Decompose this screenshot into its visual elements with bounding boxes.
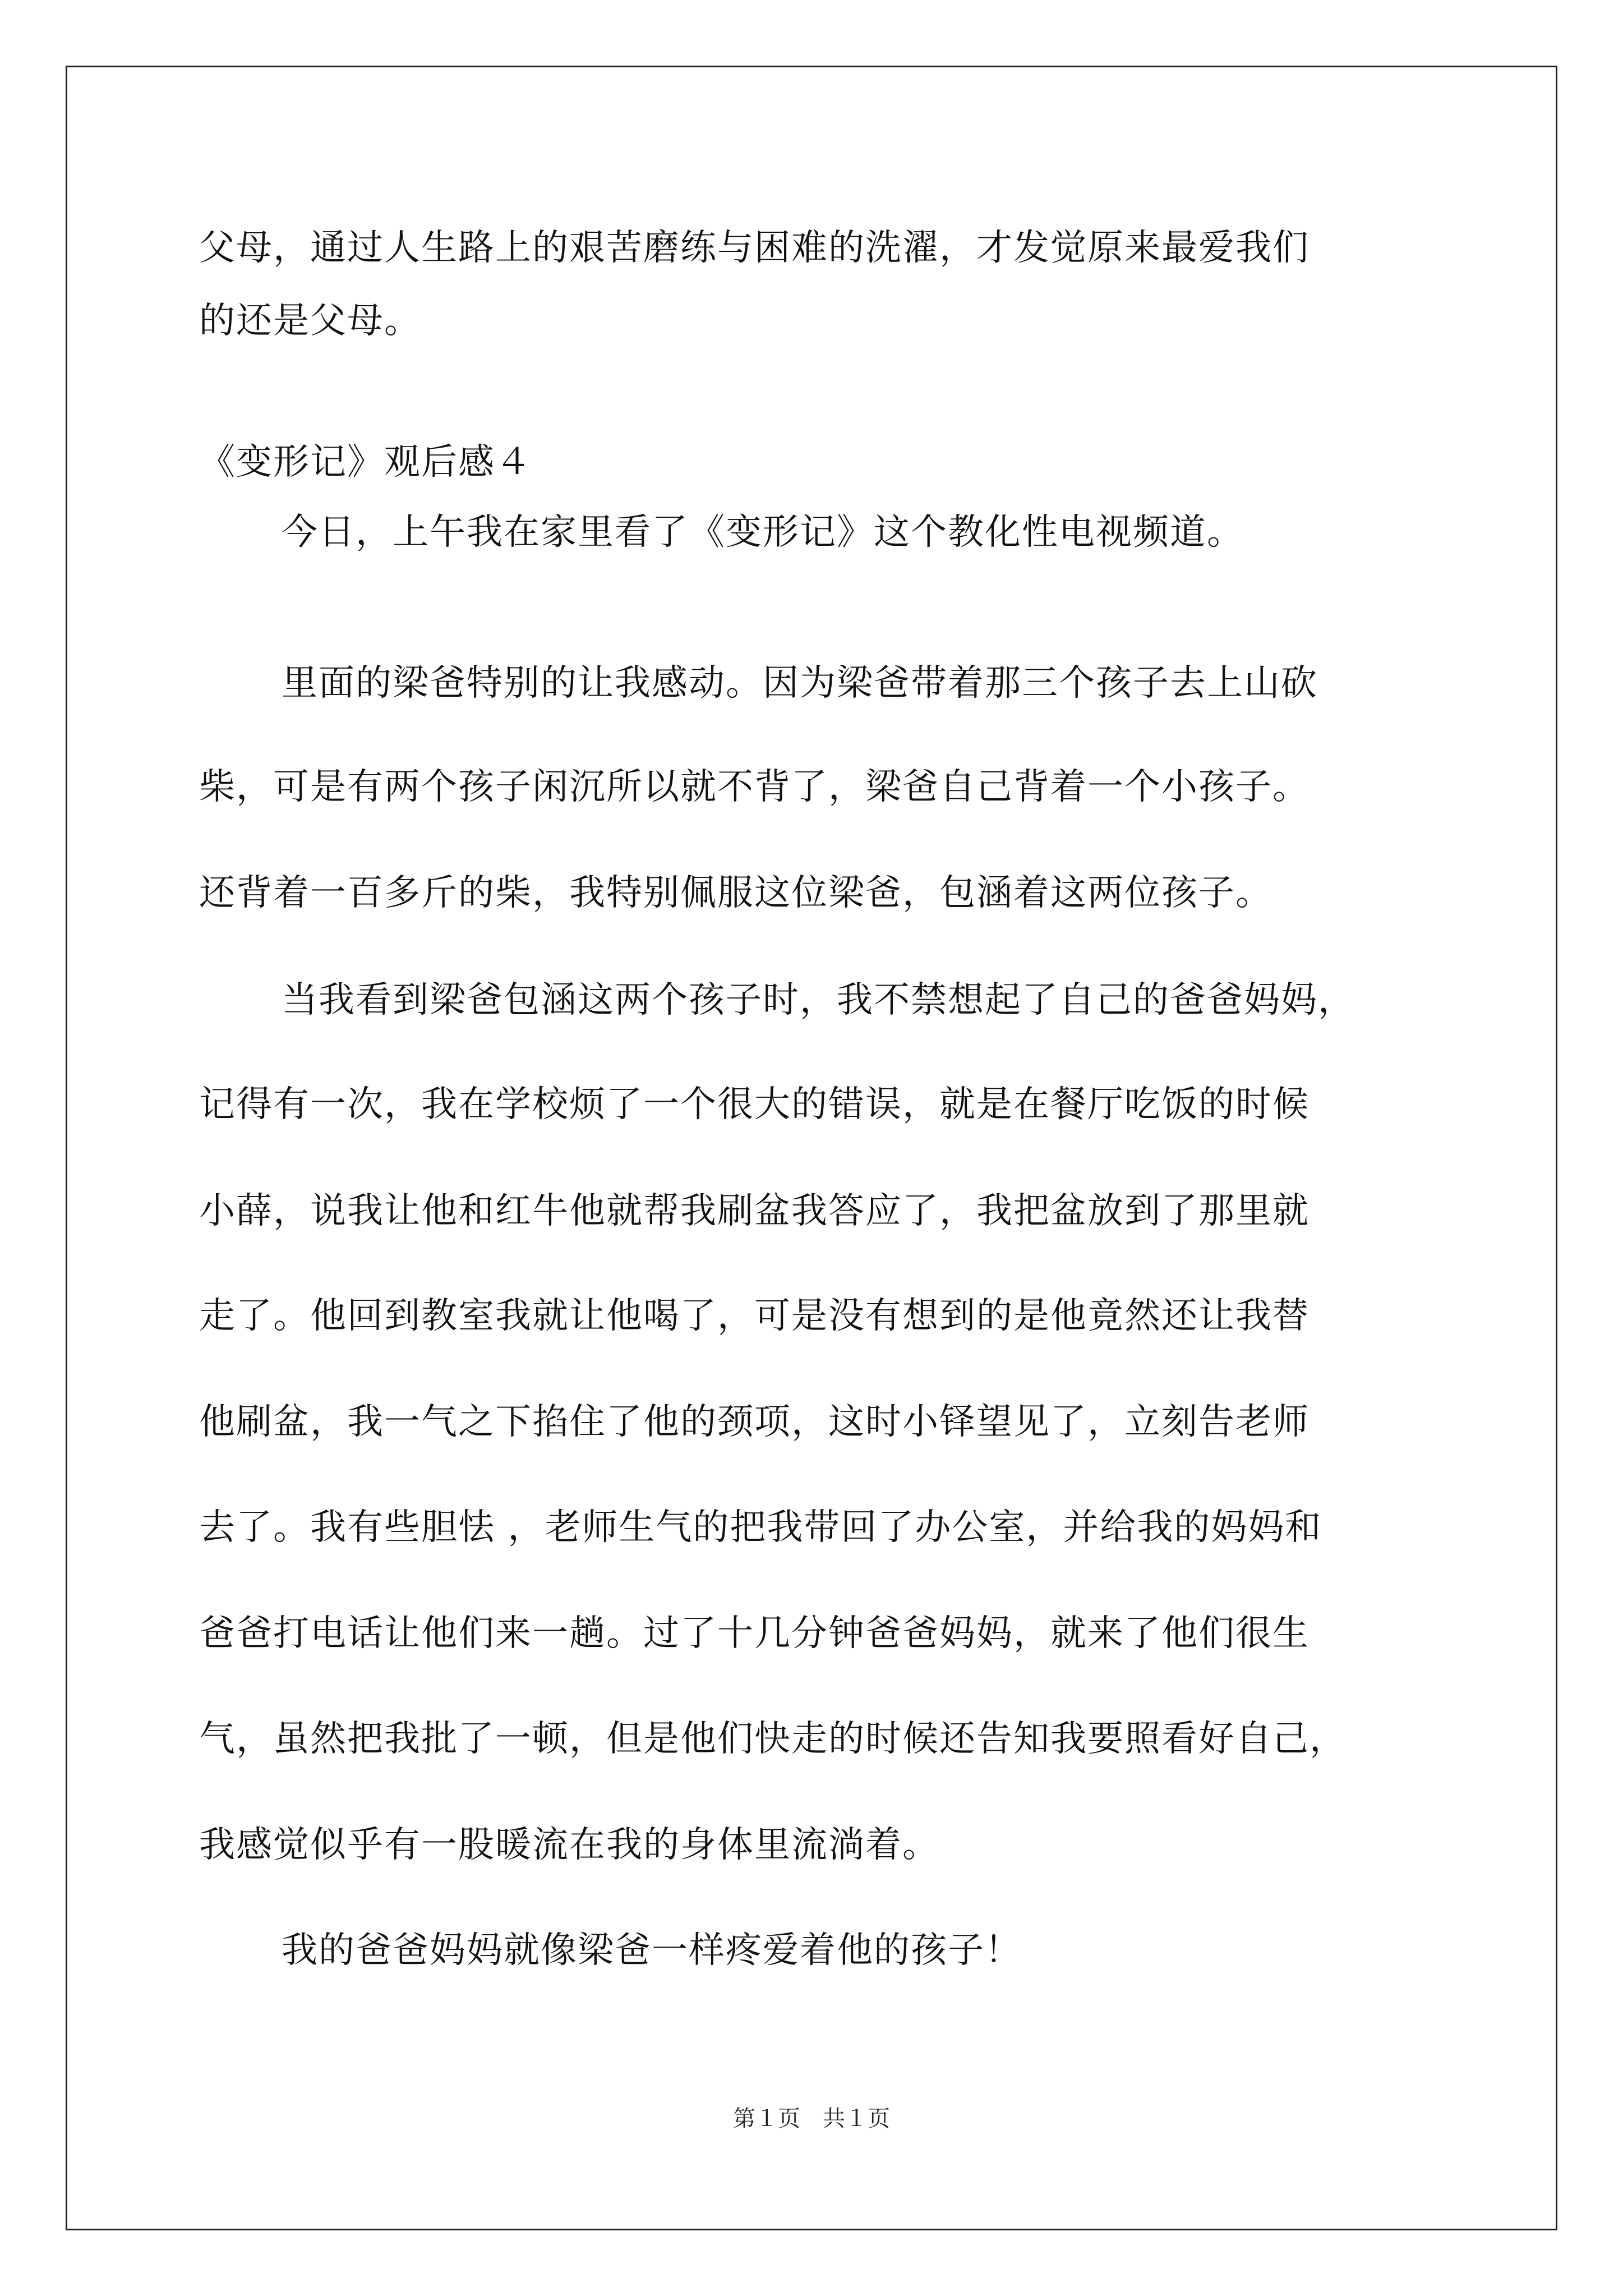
- page-border: [66, 66, 1557, 2230]
- page-footer: 第１页 共１页: [733, 2106, 890, 2132]
- text-line: 他刷盆，我一气之下掐住了他的颈项，这时小铎望见了，立刻告老师: [199, 1401, 1310, 1443]
- text-line: 记得有一次，我在学校烦了一个很大的错误，就是在餐厅吃饭的时候: [199, 1084, 1310, 1125]
- text-line: 我感觉似乎有一股暖流在我的身体里流淌着。: [199, 1824, 939, 1866]
- text-line: 今日，上午我在家里看了《变形记》这个教化性电视频道。: [282, 512, 1244, 553]
- text-line: 小薛，说我让他和红牛他就帮我刷盆我答应了，我把盆放到了那里就: [199, 1190, 1310, 1232]
- text-line: 爸爸打电话让他们来一趟。过了十几分钟爸爸妈妈，就来了他们很生: [199, 1613, 1310, 1654]
- text-line: 里面的梁爸特别的让我感动。因为梁爸带着那三个孩子去上山砍: [282, 662, 1318, 704]
- text-line: 我的爸爸妈妈就像梁爸一样疼爱着他的孩子！: [282, 1930, 1022, 1971]
- text-line: 当我看到梁爸包涵这两个孩子时，我不禁想起了自己的爸爸妈妈，: [282, 979, 1355, 1021]
- text-line: 父母，通过人生路上的艰苦磨练与困难的洗濯，才发觉原来最爱我们: [199, 227, 1310, 269]
- text-line: 气，虽然把我批了一顿，但是他们快走的时候还告知我要照看好自己，: [199, 1718, 1347, 1760]
- text-line: 去了。我有些胆怯 ，老师生气的把我带回了办公室，并给我的妈妈和: [199, 1507, 1322, 1548]
- section-heading: 《变形记》观后感４: [199, 441, 532, 483]
- text-line: 走了。他回到教室我就让他喝了，可是没有想到的是他竟然还让我替: [199, 1295, 1310, 1337]
- text-line: 柴，可是有两个孩子闲沉所以就不背了，梁爸自己背着一个小孩子。: [199, 766, 1310, 808]
- text-line: 的还是父母。: [199, 300, 421, 342]
- text-line: 还背着一百多斤的柴，我特别佩服这位梁爸，包涵着这两位孩子。: [199, 872, 1272, 914]
